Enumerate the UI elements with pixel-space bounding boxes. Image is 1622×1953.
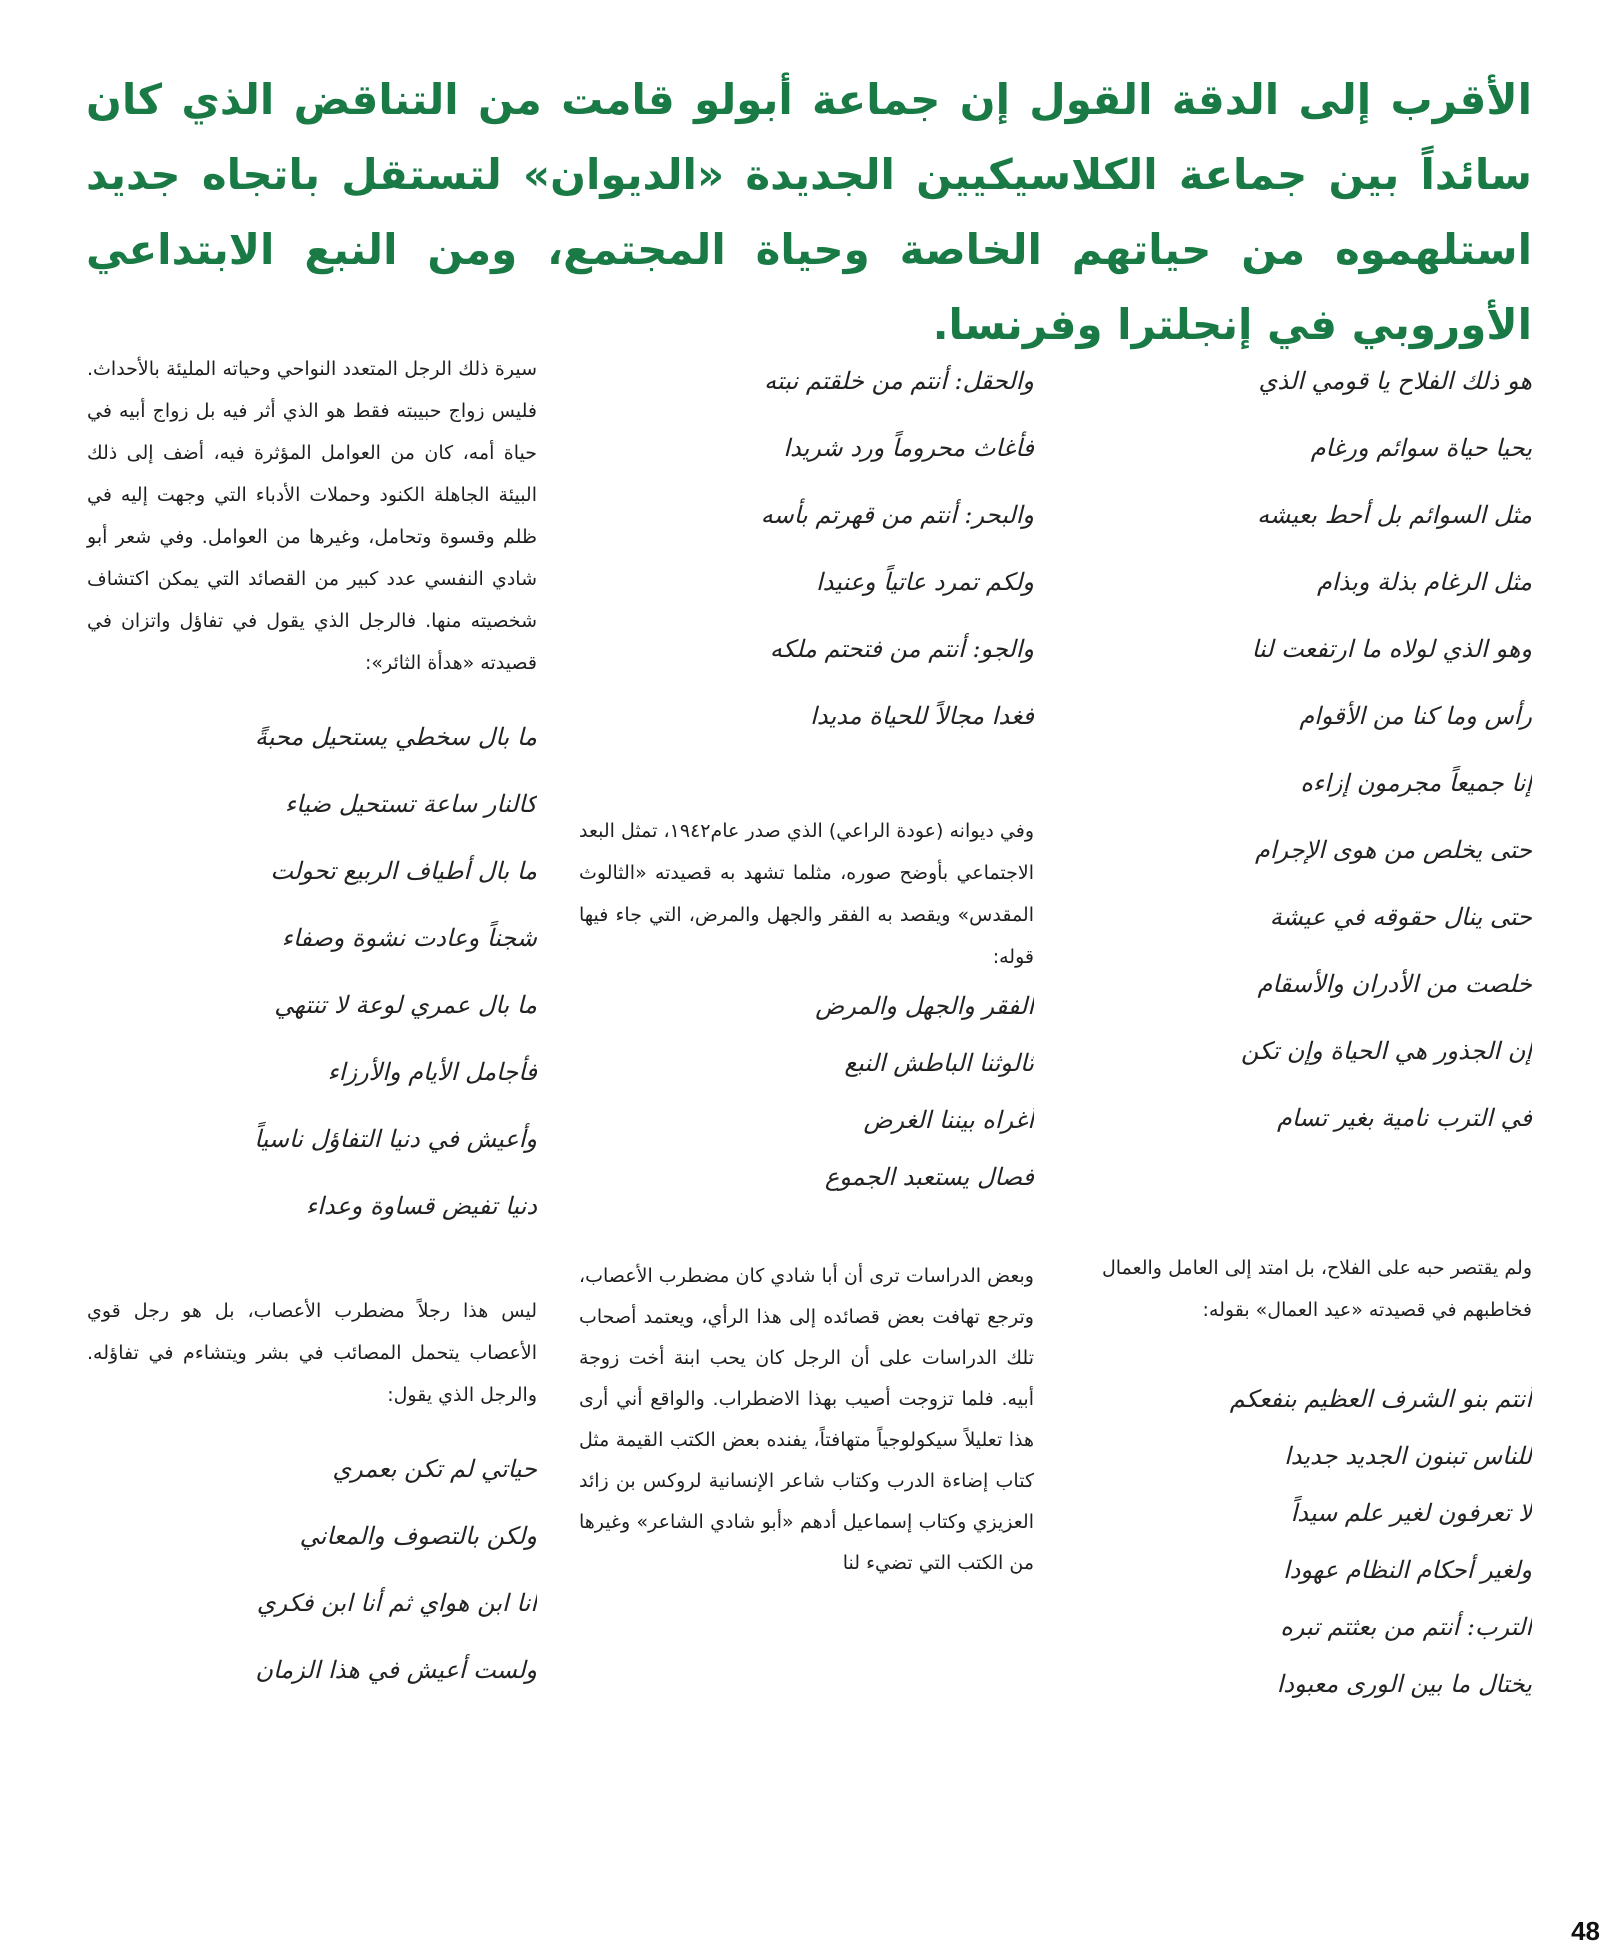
verse-line: كالنار ساعة تستحيل ضياء: [284, 790, 537, 818]
paragraph-workers-intro: ولم يقتصر حبه على الفلاح، بل امتد إلى العامل والعمال فخاطبهم في قصيدته «عيد العمال» بقوله:: [1102, 1257, 1532, 1321]
verse-line: ولكم تمرد عاتياً وعنيدا: [815, 568, 1034, 596]
paragraph-studies: وبعض الدراسات ترى أن أبا شادي كان مضطرب الأعصاب، وترجع تهافت بعض قصائده إلى هذا الرأي، ويعتمد أصحاب تلك الدراسات على أن الرجل كان يحب ابنة أخت زوجة أبيه. فلما تزوجت أصيب بهذا الاضطراب. والواقع أني أرى هذا تعليلاً سيكولوجياً متهافتاً، يفنده بعض الكتب القيمة مثل كتاب إضاءة الدرب وكتاب شاعر الإنسانية لروكس بن زائد العزيزي وكتاب إسماعيل أدهم «أبو شادي الشاعر» وغيرها من الكتب التي تضيء لنا: [579, 1265, 1034, 1574]
verse-line: فأجامل الأيام والأرزاء: [327, 1058, 537, 1086]
verse-line: فأغاث محروماً ورد شريدا: [783, 434, 1034, 462]
verse-line: إن الجذور هي الحياة وإن تكن: [1240, 1037, 1532, 1065]
verse-line: إنا جميعاً مجرمون إزاءه: [1300, 769, 1532, 797]
verse-line: فغدا مجالاً للحياة مديدا: [810, 702, 1034, 730]
verse-line: انا ابن هواي ثم أنا ابن فكري: [256, 1589, 537, 1617]
verse-line: هو ذلك الفلاح يا قومي الذي: [1258, 367, 1532, 395]
verse-line: خلصت من الأدران والأسقام: [1257, 970, 1532, 998]
verse-line: رأس وما كنا من الأقوام: [1299, 702, 1532, 730]
verse-line: في الترب نامية بغير تسام: [1276, 1104, 1532, 1132]
verse-line: ما بال عمري لوعة لا تنتهي: [274, 991, 537, 1019]
column-right: [1102, 348, 1532, 1713]
verse-line: شجناً وعادت نشوة وصفاء: [281, 924, 537, 952]
verse-line: لا تعرفون لغير علم سيداً: [1290, 1499, 1532, 1527]
verse-line: وهو الذي لولاه ما ارتفعت لنا: [1251, 635, 1532, 663]
verse-line: فصال يستعبد الجموع: [824, 1163, 1034, 1191]
verse-line: أنتم بنو الشرف العظيم بنفعكم: [1229, 1385, 1532, 1413]
poem-rebel-calm: [87, 704, 537, 1240]
paragraph-biography: سيرة ذلك الرجل المتعدد النواحي وحياته المليئة بالأحداث. فليس زواج حبيبته فقط هو الذي أثر فيه بل زواج أبيه في حياة أمه، كان من العوامل المؤثرة فيه، أضف إلى ذلك البيئة الجاهلة الكنود وحملات الأدباء التي وجهت إليه في ظلم وقسوة وتحامل، وغيرها من العوامل. وفي شعر أبو شادي النفسي عدد كبير من القصائد التي يمكن اكتشاف شخصيته منها. فالرجل الذي يقول في تفاؤل واتزان في قصيدته «هدأة الثائر»:: [87, 358, 537, 674]
poem-workers-day: [1102, 1371, 1532, 1713]
verse-line: ولكن بالتصوف والمعاني: [299, 1522, 537, 1550]
paragraph-strong-nerves: ليس هذا رجلاً مضطرب الأعصاب، بل هو رجل قوي الأعصاب يتحمل المصائب في بشر ويتشاءم في تفاؤله. والرجل الذي يقول:: [87, 1300, 537, 1406]
verse-line: حتى ينال حقوقه في عيشة: [1269, 903, 1532, 931]
verse-line: دنيا تفيض قساوة وعداء: [305, 1192, 537, 1220]
column-left: [87, 348, 537, 1704]
verse-line: للناس تبنون الجديد جديدا: [1284, 1442, 1532, 1470]
verse-line: الترب: أنتم من بعثتم تبره: [1280, 1613, 1532, 1641]
verse-line: مثل الرغام بذلة وبذام: [1317, 568, 1532, 596]
pull-quote: الأقرب إلى الدقة القول إن جماعة أبولو قامت من التناقض الذي كان سائداً بين جماعة الكلاسيكيين الجديدة «الديوان» لتستقل باتجاه جديد استلهموه من حياتهم الخاصة وحياة المجتمع، ومن النبع الابتداعي الأوروبي في إنجلترا وفرنسا.: [86, 75, 1532, 349]
verse-line: ولغير أحكام النظام عهودا: [1283, 1556, 1532, 1584]
verse-line: والحقل: أنتم من خلقتم نبته: [764, 367, 1034, 395]
verse-line: وأعيش في دنيا التفاؤل ناسياً: [254, 1125, 537, 1153]
poem-fellah: [1102, 348, 1532, 1152]
verse-line: ما بال سخطي يستحيل محبةً: [254, 723, 537, 751]
verse-line: أغراه بيننا الغرض: [863, 1106, 1034, 1134]
verse-line: ثالوثنا الباطش النبع: [844, 1049, 1034, 1077]
page-number: 48: [1571, 1916, 1600, 1946]
verse-line: والبحر: أنتم من قهرتم بأسه: [760, 501, 1034, 529]
verse-line: ما بال أطياف الربيع تحولت: [270, 857, 537, 885]
verse-line: الفقر والجهل والمرض: [815, 992, 1034, 1020]
poem-holy-trinity: [579, 978, 1034, 1206]
verse-line: يختال ما بين الورى معبودا: [1276, 1670, 1532, 1698]
column-middle: [579, 348, 1034, 1584]
verse-line: ولست أعيش في هذا الزمان: [255, 1656, 537, 1684]
verse-line: حتى يخلص من هوى الإجرام: [1254, 836, 1532, 864]
verse-line: والجو: أنتم من فتحتم ملكه: [769, 635, 1034, 663]
poem-workers-day-continued: [579, 348, 1034, 750]
verse-line: مثل السوائم بل أحط بعيشه: [1257, 501, 1532, 529]
poem-my-life: [87, 1436, 537, 1704]
verse-line: يحيا حياة سوائم ورغام: [1310, 434, 1532, 462]
verse-line: حياتي لم تكن بعمري: [332, 1455, 537, 1483]
paragraph-shepherd-return: وفي ديوانه (عودة الراعي) الذي صدر عام١٩٤٢، تمثل البعد الاجتماعي بأوضح صوره، مثلما تشهد به قصيدته «الثالوث المقدس» ويقصد به الفقر والجهل والمرض، التي جاء فيها قوله:: [579, 820, 1034, 968]
